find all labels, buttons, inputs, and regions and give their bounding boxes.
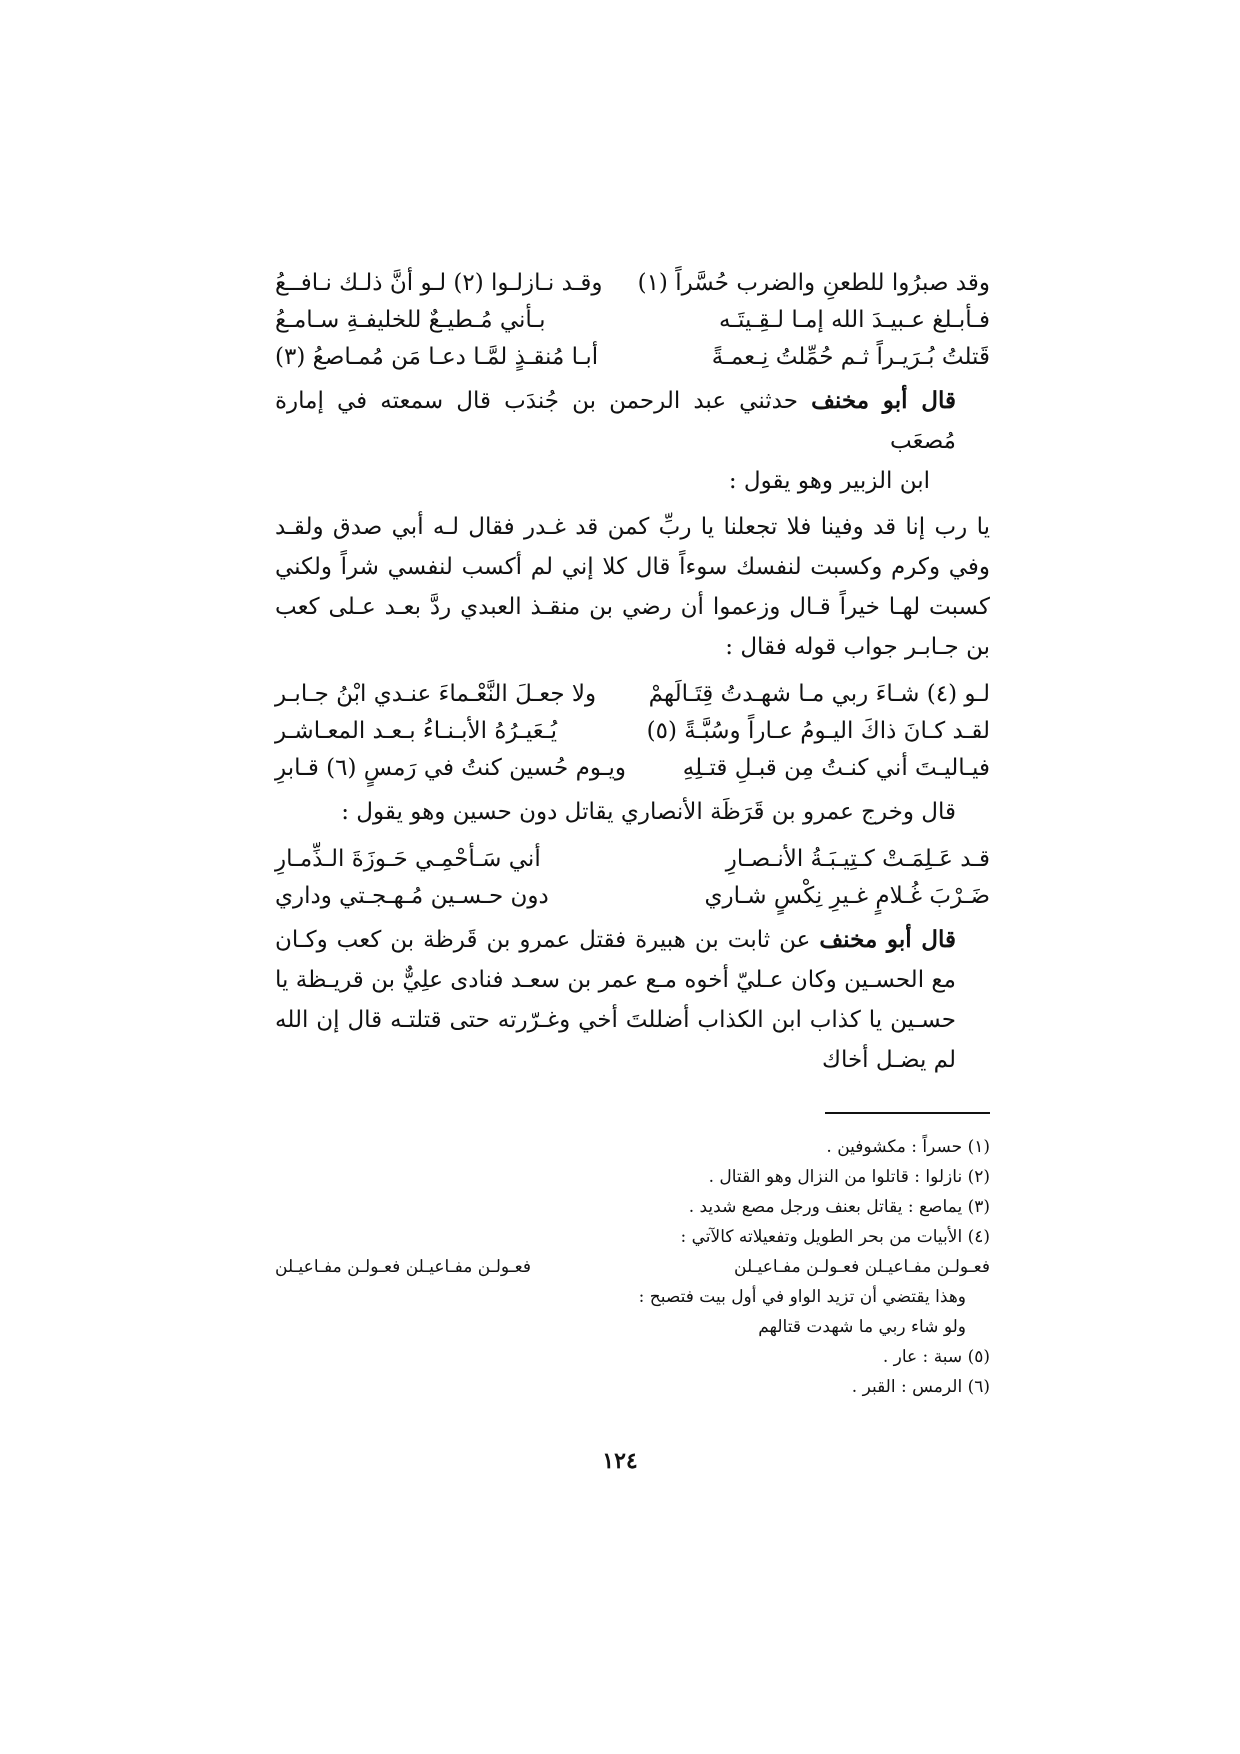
verse [275,755,990,792]
footnote-1: (١) حسراً : مكشوفين . [826,1137,990,1157]
verse [275,270,990,307]
poem-3 [275,846,990,920]
paragraph-4 [275,920,990,1080]
poem-1 [275,270,990,381]
paragraph-3: قال وخرج عمرو بن قَرَظَة الأنصاري يقاتل دون حسين وهو يقول : [341,799,956,825]
footnote-2: (٢) نازلوا : قاتلوا من النزال وهو القتال . [708,1167,990,1187]
page-body [275,270,990,1402]
hemistich-left: يُـعَيـرُهُ الأبـنـاءُ بـعـد المعـاشـر [275,718,558,744]
meter-right: فعـولـن مفـاعيـلن فعـولـن مفـاعيـلن [734,1257,990,1277]
footnote-6: (٦) الرمس : القبر . [851,1377,990,1397]
footnote-3: (٣) يماصع : يقاتل بعنف ورجل مصع شديد . [688,1197,990,1217]
narrator-lead: قال أبو مخنف [811,387,956,414]
hemistich-right: قـد عَـلِمَـتْ كـتِيـبَـةُ الأنـصـارِ [725,846,990,872]
footnote-5: (٥) سبة : عار . [882,1347,990,1367]
hemistich-left: ويـوم حُسين كنتُ في رَمسٍ (٦) قـابرِ [275,755,626,781]
paragraph-1-text: حدثني عبد الرحمن بن جُندَب قال سمعته في إمارة مُصعَب [275,388,956,454]
paragraph-1 [275,381,990,461]
poem-2 [275,681,990,792]
verse [275,344,990,381]
hemistich-right: فيـاليـتَ أني كنـتُ مِن قبـلِ قتـلِهِ [682,755,990,781]
hemistich-right: وقد صبرُوا للطعنِ والضرب حُسَّراً (١) [637,270,990,296]
footnote-4: (٤) الأبيات من بحر الطويل وتفعيلاته كالآتي : [680,1227,990,1247]
verse [275,883,990,920]
footnote-meter [275,1252,990,1282]
hemistich-right: فـأبـلغ عـبيـدَ الله إمـا لـقِـيتَـه [718,307,990,333]
hemistich-left: بـأني مُـطيـعٌ للخليفـةِ سـامـعُ [275,307,546,333]
hemistich-left: أني سَـأحْمِـي حَـوزَةَ الـذِّمـارِ [275,846,541,872]
page-number: ١٢٤ [602,1448,638,1474]
footnote-divider [825,1112,990,1114]
hemistich-right: ضَـرْبَ غُـلامٍ غـيرِ نِكْسٍ شـاري [704,883,990,909]
paragraph-4-text: عن ثابت بن هبيرة فقتل عمرو بن قَرظة بن كعب وكـان مع الحسـين وكان عـليّ أخوه مـع عمر بن سعـد فنادى علِيٌّ بن قريـظة يا حسـين يا كذاب ابن الكذاب أضللتَ أخي وغـرّرته حتى قتلتـه قال إن الله لم يضـل أخاك [275,927,956,1073]
paragraph-2: يا رب إنا قد وفينا فلا تجعلنا يا ربِّ كمن قد غـدر فقال لـه أبي صدق ولقـد وفي وكرم وكسبت لنفسك سوءاً قال كلا إني لم أكسب لنفسي شراً ولكني كسبت لهـا خيراً قـال وزعموا أن رضي بن منقـذ العبدي ردَّ بعـد عـلى كعب بن جـابـر جواب قوله فقال : [275,514,990,660]
meter-left: فعـولـن مفـاعيـلن فعـولـن مفـاعيـلن [275,1257,531,1277]
hemistich-right: قَتلتُ بُـرَيـراً ثـم حُمِّلتُ نِـعمـةً [711,344,990,370]
footnotes [275,1132,990,1402]
hemistich-left: دون حـسـين مُـهـجـتي وداري [275,883,549,909]
footnote-4-remark: وهذا يقتضي أن تزيد الواو في أول بيت فتصبح : [638,1287,966,1307]
hemistich-right: لـو (٤) شـاءَ ربي مـا شهـدتُ قِتَـالَهمْ [648,681,990,707]
footnote-4-example: ولو شاء ربي ما شهدت قتالهم [758,1317,966,1337]
verse [275,681,990,718]
verse [275,307,990,344]
verse [275,718,990,755]
hemistich-left: ولا جعـلَ النَّعْـماءَ عنـدي ابْنُ جـابـر [275,681,597,707]
narrator-lead: قال أبو مخنف [819,926,956,953]
hemistich-left: وقـد نـازلـوا (٢) لـو أنَّ ذلـك نـافــعُ [275,270,603,296]
hemistich-left: أبـا مُنقـذٍ لمَّـا دعـا مَن مُمـاصعُ (٣) [275,344,599,370]
verse [275,846,990,883]
paragraph-1-continuation: ابن الزبير وهو يقول : [728,468,930,494]
hemistich-right: لقـد كـانَ ذاكَ اليـومُ عـاراً وسُبَّـةً (٥) [646,718,990,744]
